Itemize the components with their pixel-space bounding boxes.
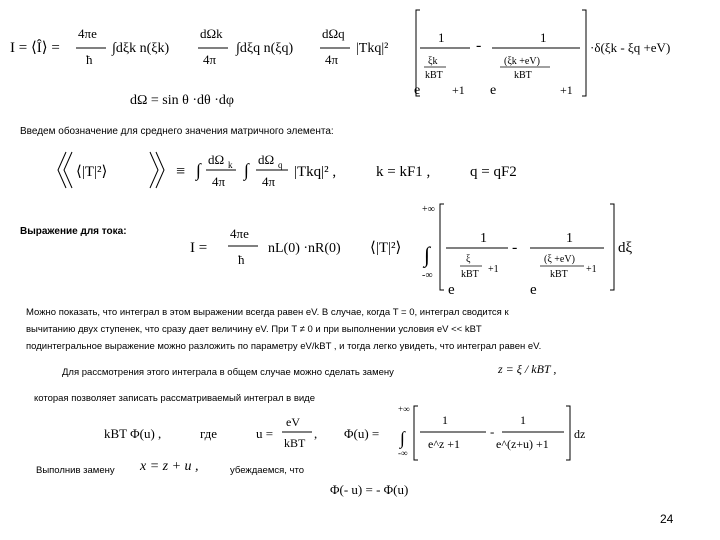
eq2-equiv: ≡ [176,163,186,180]
eq3-frac1-exp-num: ξ [466,254,471,265]
eq1-frac1-num: 1 [438,30,445,45]
eq3-lhs: I = [190,240,208,256]
substitution: z = ξ / kBT , [498,362,557,376]
replace-formula: x = z + u , [140,459,199,474]
eq3-frac2-num: 1 [566,231,573,246]
eq3-frac1-plus: +1 [488,264,499,275]
svg-text:∫: ∫ [244,160,249,180]
eq4-where: где [200,426,218,441]
eq3-frac1-num: 1 [480,231,487,246]
eq3-prefactor-den: ħ [238,252,245,267]
eq1-domega-q-den: 4π [325,52,339,67]
para-line-3: подинтегральное выражение можно разложить по параметру eV/kBT , и тогда легко увидеть, что интеграл равен eV. [26,341,542,352]
eq1-frac1-exp-num: ξk [428,56,438,67]
eq4-frac2-den: e^(z+u) +1 [496,437,549,451]
eq1-int2: ∫dξq n(ξq) [236,41,294,56]
eq4-frac2-num: 1 [520,413,526,427]
eq1-minus: - [476,37,482,54]
eq1-domega-k-num: dΩk [200,26,223,41]
intro-text: Введем обозначение для среднего значения матричного элемента: [20,126,334,137]
eq3-avg: ⟨|T|²⟩ [370,240,402,256]
svg-text:q: q [278,160,283,170]
convince-text: убеждаемся, что [230,465,305,476]
eq1-domega-k-den: 4π [203,52,217,67]
eq3-frac2-exp-num: (ξ +eV) [544,254,575,265]
eq4-upper: +∞ [398,404,410,414]
eq1-bracket-right [582,10,586,96]
eq1-frac2-num: 1 [540,30,547,45]
svg-text:∫: ∫ [400,428,405,448]
page-number: 24 [660,512,674,526]
svg-text:e: e [530,282,537,298]
eq3-frac1-exp-den: kBT [461,269,479,280]
eq1-frac2-plus: +1 [560,83,573,97]
eq2-tkq: |Tkq|² , [294,164,337,180]
eq4-phi-lhs: Φ(u) = [344,426,380,441]
eq4-u-comma: , [314,426,318,441]
eq3-upper: +∞ [422,204,435,215]
svg-text:dΩ: dΩ [208,152,225,167]
general-case-text: Для рассмотрения этого интеграла в общем случае можно сделать замену [62,367,394,378]
eq4-u-num: eV [286,415,300,429]
svg-text:4π: 4π [262,174,276,189]
eq4-frac1-num: 1 [442,413,448,427]
eq1-prefactor-den: ħ [86,52,93,67]
eq1-frac2-exp-num: (ξk +eV) [504,56,540,67]
eq4-dz: dz [574,427,586,441]
svg-text:dΩ: dΩ [258,152,275,167]
svg-text:e: e [414,83,421,98]
eq3-minus: - [512,239,518,256]
current-label: Выражение для тока: [20,226,127,237]
eq1-delta: ·δ(ξk - ξq +eV) [590,40,671,55]
symmetry: Φ(- u) = - Φ(u) [330,482,409,497]
eq4-u-den: kBT [284,436,306,450]
eq1-prefactor-num: 4πe [78,26,97,41]
eq1-frac1-exp-den: kBT [425,70,443,81]
eq4-frac1-den: e^z +1 [428,437,461,451]
eq1-int1: ∫dξk n(ξk) [112,41,170,56]
eq1-matrix-elem: |Tkq|² [356,41,389,56]
eq1-frac2-exp-den: kBT [514,70,532,81]
eq4-lower: -∞ [398,448,408,458]
eq4-lhs: kBT Φ(u) , [104,426,162,441]
eq3-frac2-plus: +1 [586,264,597,275]
rewrite-text: которая позволяет записать рассматриваемый интеграл в виде [34,393,315,404]
svg-text:∫: ∫ [424,242,431,267]
replace-text: Выполнив замену [36,465,115,476]
eq4-minus: - [490,424,495,439]
svg-text:e: e [448,282,455,298]
eq2-lhs: ⟨|T|²⟩ [76,164,108,180]
eq3-densities: nL(0) ·nR(0) [268,241,341,256]
eq1-lhs: I = ⟨Î⟩ = [10,40,60,56]
svg-text:e: e [490,83,497,98]
eq1-solid-angle: dΩ = sin θ ·dθ ·dφ [130,93,234,108]
eq1-domega-q-num: dΩq [322,26,345,41]
para-line-1: Можно показать, что интеграл в этом выражении всегда равен eV. В случае, когда T = 0, интеграл сводится к [26,307,509,318]
eq3-dxi: dξ [618,240,633,256]
eq3-prefactor-num: 4πe [230,226,249,241]
svg-text:∫: ∫ [196,160,201,180]
eq3-frac2-exp-den: kBT [550,269,568,280]
eq1-frac1-plus: +1 [452,83,465,97]
eq2-q-def: q = qF2 [470,164,517,180]
para-line-2: вычитанию двух ступенек, что сразу дает величину eV. При T ≠ 0 и при выполнении условия eV << kBT [26,324,482,335]
svg-text:k: k [228,160,233,170]
svg-text:4π: 4π [212,174,226,189]
eq2-k-def: k = kF1 , [376,164,431,180]
eq4-u-def-lhs: u = [256,426,274,441]
eq3-lower: -∞ [422,270,433,281]
